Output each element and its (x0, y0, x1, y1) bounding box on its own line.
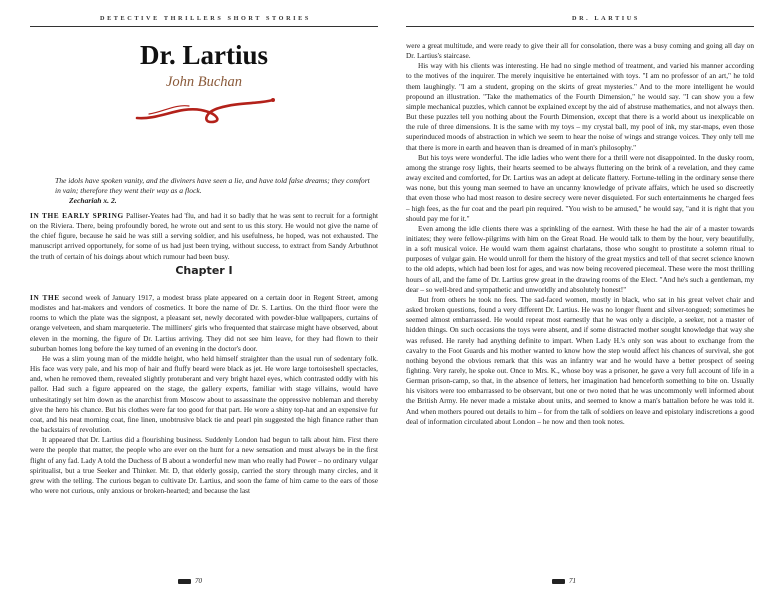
intro-lead-in: IN THE EARLY SPRING (30, 211, 124, 220)
paragraph: But his toys were wonderful. The idle ladies who went there for a thrill were not disappointed. In the dusky room, among the strange rosy lights, their hearts seemed to be always fluttering on the brink of a revelation, and they came away excited and comforted, for Dr. Lartius was an adept at delicate flattery. Fortune-telling in the ordinary sense there was none, but this young man seemed to have an uncanny knowledge of private affairs, which he used so discreetly that even those who had most reason to desire secrecy were never disquieted. For such entertainments he charged fees – high fees, as the fur coat and the pearl pin required. "You wish to be amused," he would say, "and it is right that you should pay me for it." (406, 152, 754, 223)
right-page (392, 0, 784, 600)
running-head-left: DETECTIVE THRILLERS SHORT STORIES (100, 15, 311, 22)
intro-paragraph (30, 211, 378, 262)
paragraph-text: second week of January 1917, a modest brass plate appeared on a certain door in Regent Street, among modistes and hat-makers and vendors of cosmetics. It bore the name of Dr. S. Lartius. On the third floor were the rooms to which the plate was the signpost, a pleasant set, newly decorated with powder-blue wallpapers, curtains of orange velveteen, and sham marqueterie. The milliners' girls who frequented that staircase might have observed, about eleven in the morning, the figure of Dr. Lartius arriving. They did not see him leave, for they had flown to their suburban homes long before the key turned of an evening in the doctor's door. (30, 293, 378, 353)
paragraph: Even among the idle clients there was a sprinkling of the earnest. With these he had the air of a master towards initiates; they were fellow-pilgrims with him on the Great Road. He would talk to them by the hour, very beautifully, in a soft musical voice. He would warn them against charlatans, those who sought to prostitute a solemn ritual to purposes of vulgar gain. He would unroll for them the history of the great mystics and tell of that secret science known to the old adepts, which had been lost for ages, and was now being recovered piecemeal. These were the most thrilling hours of all, and the fame of Dr. Lartius grew great in the drawing rooms of the Elect. "And he's such a gentleman, my dear – so well-bred and sympathetic and unworldly and absolutely honest!" (406, 223, 754, 294)
header-rule-left (30, 26, 378, 27)
chapter-heading: Chapter I (175, 264, 233, 277)
paragraph-lead-in: IN THE (30, 293, 60, 302)
epigraph-text: The idols have spoken vanity, and the diviners have seen a lie, and have told false dreams; they comfort in vain; therefore they went their way as a flock. (55, 176, 370, 195)
right-body-text (406, 41, 754, 427)
paragraph: He was a slim young man of the middle height, who held himself straighter than the usual run of sedentary folk. His face was very pale, and his mop of hair and fluffy beard were black as jet. He wore large tortoiseshell spectacles, and, when he removed them, revealed slightly protuberant and very bright hazel eyes, which contrasted oddly with his pallor. Had such a figure appeared on the stage, the gallery experts, familiar with stage villains, would have unhesitatingly set him down as the anarchist from Moscow about to assassinate the oppressive nobleman and thereby give the hero his chance. But his clothes were far too good for that part. He wore a shiny top-hat and an expensive fur coat, and his neat morning coat, fine linen, unobtrusive black tie and pearl pin suggested the high finance rather than the backstairs of revolution. (30, 353, 378, 435)
page-number: 70 (195, 577, 202, 585)
left-body-text (30, 293, 378, 496)
page-number-right (552, 577, 576, 585)
folio-ornament-icon (178, 579, 191, 584)
running-head-right: DR. LARTIUS (572, 15, 640, 22)
paragraph: His way with his clients was interesting. He had no single method of treatment, and varied his manner according to the motives of the inquirer. The merely inquisitive he entertained with toys. "I am no professor of an art," he told them laughingly. "I am a student, groping on the skirts of great mysteries." And to the more intelligent he would propound an illustration. "Take the mathematics of the Fourth Dimension," he would say. "I can show you a few simple mechanical puzzles, which cannot be explained except by the aid of abstruse mathematics, and not always then. But these puzzles tell you nothing about the Fourth Dimension, except that there is a world about us inexplicable on the rule of three dimensions. It is the same with my toys – my crystal ball, my pool of ink, my star-maps, even those superinduced moods of abstraction in which we seem to hear the noise of wings and strange voices. They only tell me that there is more in earth and heaven than is dreamed of in man's philosophy." (406, 61, 754, 152)
folio-ornament-icon (552, 579, 565, 584)
header-rule-right (406, 26, 754, 27)
intro-text: Palliser-Yeates had 'flu, and had it so badly that he was sent to recruit for a fortnight on the Riviera. There, being profoundly bored, he wrote out and sent to us this story. He would not give the name of the chief figure, because he said he was still a serving soldier, and his usefulness, he hoped, was not exhausted. The manuscript arrived opportunely, for some of us had just been trying, without success, to extract from Sandy Arbuthnot the truth of certain of his doings about which rumour had been busy. (30, 211, 379, 261)
decorative-flourish-icon (129, 96, 279, 124)
story-author: John Buchan (165, 74, 243, 90)
epigraph (55, 176, 375, 206)
paragraph (30, 293, 378, 354)
page-number: 71 (569, 577, 576, 585)
page-number-left (178, 577, 202, 585)
paragraph: were a great multitude, and were ready to give their all for consolation, there was a busy coming and going all day on Dr. Lartius's staircase. (406, 41, 754, 61)
story-title: Dr. Lartius (139, 40, 268, 70)
paragraph: But from others he took no fees. The sad-faced women, mostly in black, who sat in his great velvet chair and asked broken questions, found a very different Dr. Lartius. He was no longer fluent and silver-tongued; sometimes he seemed almost embarrassed. He would repeat most earnestly that he was only a disciple, a seeker, not a master of hidden things. On such occasions the toys were absent, and if some distracted mother sought knowledge that way she was refused. He rarely had anything definite to impart. When Lady H.'s only son was about to exchange from the cavalry to the Foot Guards and his mother wanted to know how the step would affect his chances of survival, she got nothing beyond the obvious remark that this was an infantry war and he would have a better prospect of seeing fighting. Very rarely, he spoke out. Once to Mrs. K., whose boy was a prisoner, he gave a very full account of life in a German prison-camp, so that, in the absence of letters, her imagination had henceforth something to bite on. Usually his visitors were too embarrassed to be observant, but one or two noted that he was uncommonly well informed about the British Army. He never made a mistake about units, and seemed to know a man's battalion before he was told it. And when mothers poured out details to him – for from the talk of soldiers on leave and epistolary indiscretions a good deal of information circulated about London – he now and then took notes. (406, 294, 754, 426)
epigraph-citation: Zechariah x. 2. (69, 196, 117, 205)
paragraph: It appeared that Dr. Lartius did a flourishing business. Suddenly London had begun to talk about him. First there were the people that matter, the people who are ever on the hunt for a new sensation and must always be in the first flight of any fad. Lady A told the Duchess of B about a wonderful new man who really had Power – no ordinary vulgar spiritualist, but a true Seeker and Thinker. Mr. D, that elderly gossip, carried the story through many circles, and it grew with the telling. The curious began to cultivate Dr. Lartius, and soon the fame of him came to the ears of those who were not curious, only anxious or broken-hearted; and because the last (30, 435, 378, 495)
